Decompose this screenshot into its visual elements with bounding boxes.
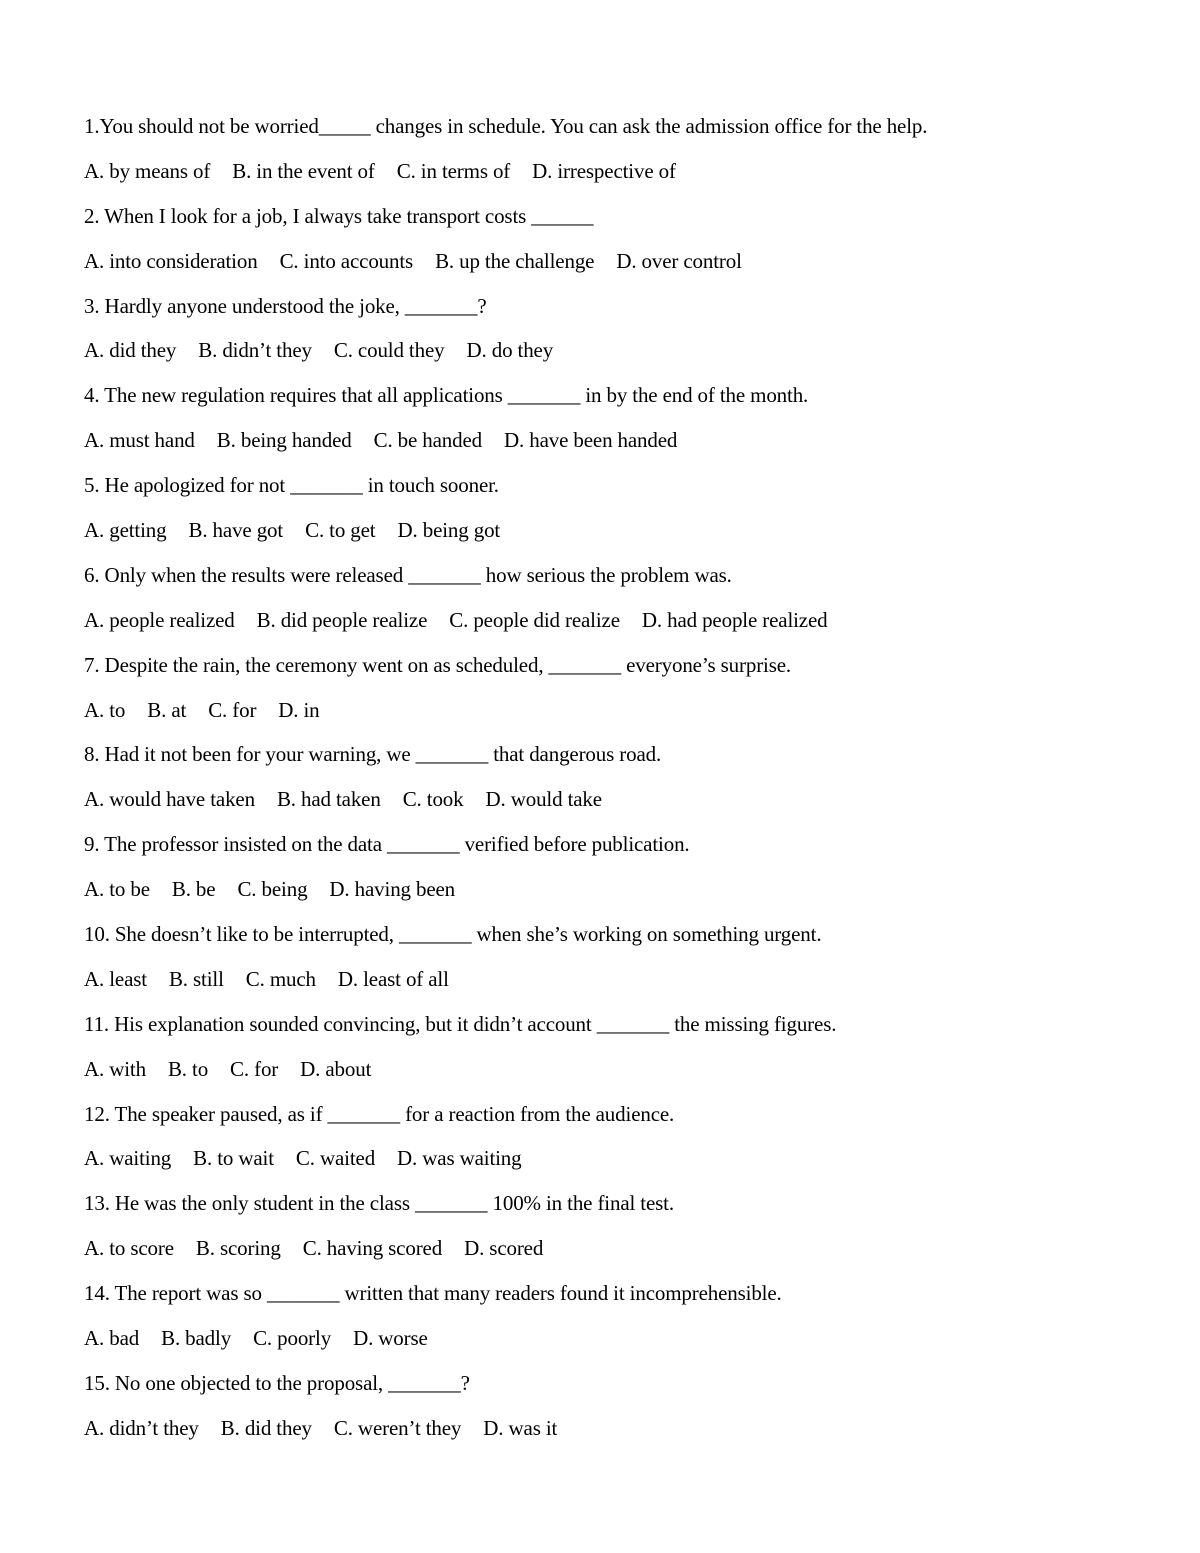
question-stem: 14. The report was so _______ written that many readers found it incomprehensible. (84, 1281, 782, 1306)
answer-option: C. weren’t they (333, 1415, 462, 1440)
answer-option: A. bad (84, 1326, 140, 1351)
answer-option: B. in the event of (232, 158, 375, 183)
question-stem: 11. His explanation sounded convincing, but it didn’t account _______ the missing figures. (84, 1011, 837, 1036)
question-stem: 13. He was the only student in the class _______ 100% in the final test. (84, 1191, 674, 1216)
answer-option: B. have got (188, 518, 284, 543)
answer-options (84, 332, 1144, 377)
question-stem: 1.You should not be worried_____ changes in schedule. You can ask the admission office for the help. (84, 114, 928, 138)
answer-option: B. scoring (195, 1236, 281, 1261)
answer-option: C. waited (295, 1146, 376, 1171)
answer-option: C. for (230, 1056, 279, 1081)
answer-option: A. waiting (84, 1146, 172, 1171)
answer-option: B. at (147, 697, 187, 722)
answer-options (84, 1051, 1144, 1096)
answer-options (84, 512, 1144, 557)
question-stem: 5. He apologized for not _______ in touch sooner. (84, 473, 499, 498)
question-stem: 4. The new regulation requires that all applications _______ in by the end of the month. (84, 383, 809, 408)
answer-option: D. about (300, 1056, 372, 1081)
answer-option: D. having been (329, 877, 456, 902)
answer-option: C. being (237, 877, 308, 902)
question-stem: 9. The professor insisted on the data _______ verified before publication. (84, 832, 690, 857)
answer-option: B. didn’t they (198, 338, 312, 363)
answer-option: C. in terms of (396, 158, 511, 183)
answer-option: A. people realized (84, 607, 235, 632)
answer-options (84, 1140, 1144, 1185)
answer-option: D. have been handed (504, 428, 678, 453)
question-stem: 2. When I look for a job, I always take transport costs ______ (84, 203, 594, 228)
answer-option: B. to wait (193, 1146, 274, 1171)
answer-option: C. into accounts (279, 248, 414, 273)
answer-option: C. could they (333, 338, 445, 363)
answer-option: A. to score (84, 1236, 174, 1261)
answer-option: C. for (208, 697, 257, 722)
answer-option: A. to be (84, 877, 150, 902)
answer-option: A. to (84, 697, 126, 722)
answer-option: C. poorly (253, 1326, 332, 1351)
answer-options (84, 153, 1144, 198)
question-stem: 8. Had it not been for your warning, we _______ that dangerous road. (84, 742, 662, 767)
answer-option: B. to (167, 1056, 209, 1081)
answer-option: A. least (84, 966, 147, 991)
answer-option: B. did they (220, 1415, 312, 1440)
answer-option: B. did people realize (256, 607, 428, 632)
answer-options (84, 871, 1144, 916)
answer-option: D. would take (485, 787, 602, 812)
answer-option: D. over control (616, 248, 742, 273)
answer-option: A. must hand (84, 428, 195, 453)
answer-option: D. was it (483, 1415, 558, 1440)
question-stem: 3. Hardly anyone understood the joke, _______? (84, 293, 487, 318)
answer-option: A. into consideration (84, 248, 258, 273)
answer-option: C. much (245, 966, 316, 991)
question-stem: 7. Despite the rain, the ceremony went on as scheduled, _______ everyone’s surprise. (84, 652, 792, 677)
answer-options (84, 692, 1144, 737)
answer-option: C. be handed (373, 428, 483, 453)
answer-option: D. worse (353, 1326, 428, 1351)
answer-option: C. took (402, 787, 464, 812)
answer-option: A. getting (84, 518, 167, 543)
answer-option: B. badly (161, 1326, 232, 1351)
answer-option: A. didn’t they (84, 1415, 199, 1440)
answer-option: B. be (171, 877, 216, 902)
answer-options (84, 422, 1144, 467)
answer-option: C. people did realize (449, 607, 620, 632)
answer-option: D. irrespective of (532, 158, 676, 183)
answer-options (84, 1410, 1144, 1455)
answer-option: D. being got (397, 518, 501, 543)
answer-option: A. by means of (84, 158, 211, 183)
answer-option: B. up the challenge (435, 248, 595, 273)
answer-option: B. being handed (216, 428, 352, 453)
answer-options (84, 961, 1144, 1006)
answer-options (84, 1320, 1144, 1365)
question-stem: 10. She doesn’t like to be interrupted, _______ when she’s working on something urgent. (84, 922, 822, 947)
answer-option: D. had people realized (641, 607, 828, 632)
answer-option: A. with (84, 1056, 146, 1081)
answer-options (84, 1230, 1144, 1275)
answer-options (84, 602, 1144, 647)
question-stem: 12. The speaker paused, as if _______ for a reaction from the audience. (84, 1101, 675, 1126)
answer-option: A. did they (84, 338, 177, 363)
answer-option: A. would have taken (84, 787, 255, 812)
answer-option: C. having scored (302, 1236, 443, 1261)
answer-option: B. had taken (276, 787, 381, 812)
answer-option: C. to get (305, 518, 376, 543)
question-stem: 15. No one objected to the proposal, _______? (84, 1370, 470, 1395)
answer-option: D. was waiting (397, 1146, 522, 1171)
question-list (84, 108, 1144, 1455)
answer-option: D. in (278, 697, 320, 722)
answer-option: D. do they (466, 338, 554, 363)
question-stem: 6. Only when the results were released _______ how serious the problem was. (84, 562, 732, 587)
answer-option: D. least of all (337, 966, 449, 991)
answer-option: D. scored (464, 1236, 544, 1261)
answer-options (84, 781, 1144, 826)
answer-options (84, 243, 1144, 288)
answer-option: B. still (168, 966, 224, 991)
